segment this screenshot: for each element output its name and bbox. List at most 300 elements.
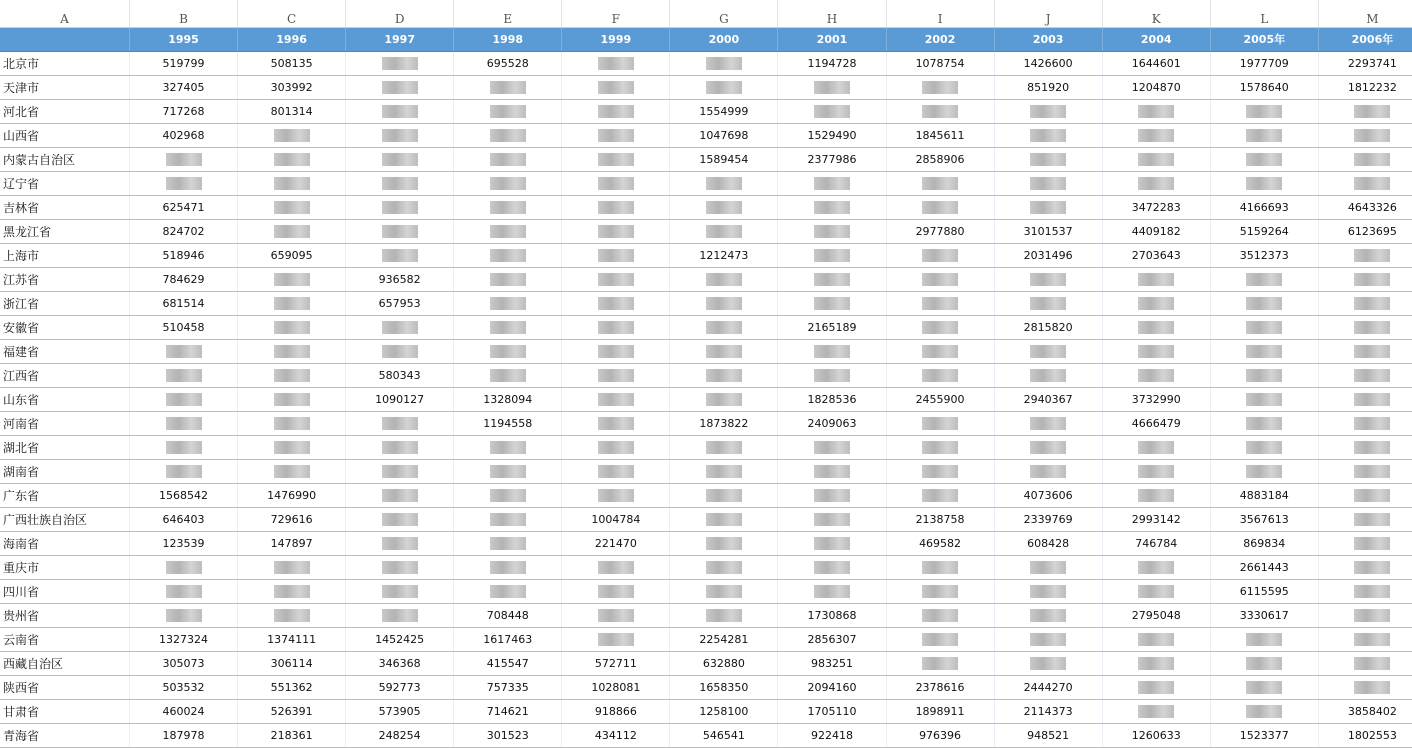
value-cell[interactable]: 415547: [454, 651, 562, 675]
masked-cell[interactable]: [670, 75, 778, 99]
masked-cell[interactable]: [1102, 459, 1210, 483]
masked-cell[interactable]: [1210, 171, 1318, 195]
masked-cell[interactable]: [238, 339, 346, 363]
value-cell[interactable]: 824702: [129, 219, 237, 243]
value-cell[interactable]: 2165189: [778, 315, 886, 339]
masked-cell[interactable]: [1102, 171, 1210, 195]
value-cell[interactable]: 551362: [238, 675, 346, 699]
masked-cell[interactable]: [670, 531, 778, 555]
masked-cell[interactable]: [670, 363, 778, 387]
value-cell[interactable]: 717268: [129, 99, 237, 123]
masked-cell[interactable]: [1318, 267, 1412, 291]
masked-cell[interactable]: [1102, 651, 1210, 675]
masked-cell[interactable]: [238, 315, 346, 339]
masked-cell[interactable]: [1102, 675, 1210, 699]
column-letter[interactable]: F: [562, 0, 670, 27]
masked-cell[interactable]: [778, 579, 886, 603]
masked-cell[interactable]: [1102, 339, 1210, 363]
value-cell[interactable]: 2138758: [886, 507, 994, 531]
masked-cell[interactable]: [1318, 339, 1412, 363]
masked-cell[interactable]: [1102, 363, 1210, 387]
masked-cell[interactable]: [994, 603, 1102, 627]
masked-cell[interactable]: [994, 459, 1102, 483]
value-cell[interactable]: 402968: [129, 123, 237, 147]
value-cell[interactable]: 2339769: [994, 507, 1102, 531]
year-header-cell[interactable]: 1998: [454, 27, 562, 51]
masked-cell[interactable]: [994, 99, 1102, 123]
masked-cell[interactable]: [1102, 147, 1210, 171]
masked-cell[interactable]: [238, 171, 346, 195]
masked-cell[interactable]: [1210, 339, 1318, 363]
masked-cell[interactable]: [562, 555, 670, 579]
year-header-cell[interactable]: 1997: [346, 27, 454, 51]
masked-cell[interactable]: [886, 459, 994, 483]
value-cell[interactable]: 6123695: [1318, 219, 1412, 243]
masked-cell[interactable]: [562, 195, 670, 219]
masked-cell[interactable]: [1210, 147, 1318, 171]
masked-cell[interactable]: [1318, 675, 1412, 699]
masked-cell[interactable]: [1318, 171, 1412, 195]
masked-cell[interactable]: [562, 267, 670, 291]
year-header-cell[interactable]: 1996: [238, 27, 346, 51]
column-letter[interactable]: L: [1210, 0, 1318, 27]
masked-cell[interactable]: [238, 195, 346, 219]
masked-cell[interactable]: [670, 195, 778, 219]
year-header-cell[interactable]: 2000: [670, 27, 778, 51]
value-cell[interactable]: 936582: [346, 267, 454, 291]
value-cell[interactable]: 2795048: [1102, 603, 1210, 627]
value-cell[interactable]: 2377986: [778, 147, 886, 171]
value-cell[interactable]: 1828536: [778, 387, 886, 411]
value-cell[interactable]: 1589454: [670, 147, 778, 171]
masked-cell[interactable]: [670, 339, 778, 363]
region-name-cell[interactable]: 湖北省: [0, 435, 129, 459]
masked-cell[interactable]: [886, 603, 994, 627]
masked-cell[interactable]: [562, 219, 670, 243]
masked-cell[interactable]: [129, 555, 237, 579]
masked-cell[interactable]: [994, 411, 1102, 435]
masked-cell[interactable]: [886, 627, 994, 651]
value-cell[interactable]: 5159264: [1210, 219, 1318, 243]
masked-cell[interactable]: [1318, 555, 1412, 579]
masked-cell[interactable]: [238, 123, 346, 147]
value-cell[interactable]: 1873822: [670, 411, 778, 435]
value-cell[interactable]: 1658350: [670, 675, 778, 699]
value-cell[interactable]: 2254281: [670, 627, 778, 651]
masked-cell[interactable]: [562, 483, 670, 507]
masked-cell[interactable]: [886, 339, 994, 363]
masked-cell[interactable]: [778, 459, 886, 483]
value-cell[interactable]: 592773: [346, 675, 454, 699]
value-cell[interactable]: 2940367: [994, 387, 1102, 411]
region-name-cell[interactable]: 辽宁省: [0, 171, 129, 195]
value-cell[interactable]: 1523377: [1210, 723, 1318, 747]
masked-cell[interactable]: [238, 579, 346, 603]
value-cell[interactable]: 1898911: [886, 699, 994, 723]
masked-cell[interactable]: [1102, 627, 1210, 651]
value-cell[interactable]: 1845611: [886, 123, 994, 147]
masked-cell[interactable]: [1318, 483, 1412, 507]
value-cell[interactable]: 123539: [129, 531, 237, 555]
masked-cell[interactable]: [994, 435, 1102, 459]
value-cell[interactable]: 1028081: [562, 675, 670, 699]
masked-cell[interactable]: [886, 267, 994, 291]
column-letter[interactable]: C: [238, 0, 346, 27]
masked-cell[interactable]: [670, 267, 778, 291]
value-cell[interactable]: 659095: [238, 243, 346, 267]
value-cell[interactable]: 518946: [129, 243, 237, 267]
value-cell[interactable]: 1194558: [454, 411, 562, 435]
masked-cell[interactable]: [1210, 99, 1318, 123]
value-cell[interactable]: 508135: [238, 51, 346, 75]
masked-cell[interactable]: [346, 195, 454, 219]
masked-cell[interactable]: [886, 363, 994, 387]
masked-cell[interactable]: [346, 123, 454, 147]
column-letter[interactable]: A: [0, 0, 129, 27]
value-cell[interactable]: 1812232: [1318, 75, 1412, 99]
masked-cell[interactable]: [346, 531, 454, 555]
masked-cell[interactable]: [670, 603, 778, 627]
masked-cell[interactable]: [886, 291, 994, 315]
masked-cell[interactable]: [346, 75, 454, 99]
masked-cell[interactable]: [346, 339, 454, 363]
masked-cell[interactable]: [1210, 627, 1318, 651]
masked-cell[interactable]: [1318, 243, 1412, 267]
column-letter[interactable]: K: [1102, 0, 1210, 27]
value-cell[interactable]: 1258100: [670, 699, 778, 723]
masked-cell[interactable]: [1318, 363, 1412, 387]
masked-cell[interactable]: [886, 315, 994, 339]
masked-cell[interactable]: [886, 483, 994, 507]
value-cell[interactable]: 218361: [238, 723, 346, 747]
masked-cell[interactable]: [1318, 507, 1412, 531]
masked-cell[interactable]: [994, 267, 1102, 291]
value-cell[interactable]: 1730868: [778, 603, 886, 627]
masked-cell[interactable]: [346, 51, 454, 75]
masked-cell[interactable]: [1318, 315, 1412, 339]
masked-cell[interactable]: [886, 75, 994, 99]
masked-cell[interactable]: [1210, 315, 1318, 339]
region-name-cell[interactable]: 天津市: [0, 75, 129, 99]
masked-cell[interactable]: [129, 411, 237, 435]
masked-cell[interactable]: [886, 243, 994, 267]
region-name-cell[interactable]: 四川省: [0, 579, 129, 603]
value-cell[interactable]: 1078754: [886, 51, 994, 75]
value-cell[interactable]: 572711: [562, 651, 670, 675]
masked-cell[interactable]: [1210, 411, 1318, 435]
value-cell[interactable]: 221470: [562, 531, 670, 555]
masked-cell[interactable]: [129, 147, 237, 171]
value-cell[interactable]: 784629: [129, 267, 237, 291]
masked-cell[interactable]: [1210, 699, 1318, 723]
year-header-cell[interactable]: [0, 27, 129, 51]
masked-cell[interactable]: [994, 339, 1102, 363]
masked-cell[interactable]: [994, 171, 1102, 195]
masked-cell[interactable]: [454, 243, 562, 267]
masked-cell[interactable]: [562, 243, 670, 267]
region-name-cell[interactable]: 贵州省: [0, 603, 129, 627]
column-letter[interactable]: H: [778, 0, 886, 27]
masked-cell[interactable]: [778, 291, 886, 315]
masked-cell[interactable]: [1318, 579, 1412, 603]
value-cell[interactable]: 746784: [1102, 531, 1210, 555]
region-name-cell[interactable]: 安徽省: [0, 315, 129, 339]
value-cell[interactable]: 2993142: [1102, 507, 1210, 531]
masked-cell[interactable]: [1210, 675, 1318, 699]
region-name-cell[interactable]: 浙江省: [0, 291, 129, 315]
masked-cell[interactable]: [670, 291, 778, 315]
value-cell[interactable]: 2114373: [994, 699, 1102, 723]
value-cell[interactable]: 3512373: [1210, 243, 1318, 267]
masked-cell[interactable]: [129, 387, 237, 411]
masked-cell[interactable]: [562, 99, 670, 123]
masked-cell[interactable]: [562, 627, 670, 651]
value-cell[interactable]: 1568542: [129, 483, 237, 507]
masked-cell[interactable]: [670, 219, 778, 243]
value-cell[interactable]: 306114: [238, 651, 346, 675]
column-letter[interactable]: B: [129, 0, 237, 27]
masked-cell[interactable]: [778, 507, 886, 531]
masked-cell[interactable]: [238, 435, 346, 459]
masked-cell[interactable]: [346, 603, 454, 627]
masked-cell[interactable]: [454, 459, 562, 483]
value-cell[interactable]: 434112: [562, 723, 670, 747]
year-header-cell[interactable]: 1999: [562, 27, 670, 51]
masked-cell[interactable]: [670, 579, 778, 603]
masked-cell[interactable]: [1102, 579, 1210, 603]
value-cell[interactable]: 708448: [454, 603, 562, 627]
masked-cell[interactable]: [454, 435, 562, 459]
masked-cell[interactable]: [238, 411, 346, 435]
masked-cell[interactable]: [346, 171, 454, 195]
value-cell[interactable]: 1194728: [778, 51, 886, 75]
masked-cell[interactable]: [454, 291, 562, 315]
value-cell[interactable]: 301523: [454, 723, 562, 747]
masked-cell[interactable]: [778, 483, 886, 507]
masked-cell[interactable]: [129, 603, 237, 627]
masked-cell[interactable]: [562, 435, 670, 459]
value-cell[interactable]: 4643326: [1318, 195, 1412, 219]
value-cell[interactable]: 187978: [129, 723, 237, 747]
masked-cell[interactable]: [778, 99, 886, 123]
value-cell[interactable]: 757335: [454, 675, 562, 699]
region-name-cell[interactable]: 西藏自治区: [0, 651, 129, 675]
value-cell[interactable]: 147897: [238, 531, 346, 555]
value-cell[interactable]: 2856307: [778, 627, 886, 651]
masked-cell[interactable]: [238, 219, 346, 243]
masked-cell[interactable]: [994, 579, 1102, 603]
masked-cell[interactable]: [562, 51, 670, 75]
region-name-cell[interactable]: 甘肃省: [0, 699, 129, 723]
masked-cell[interactable]: [346, 219, 454, 243]
masked-cell[interactable]: [454, 339, 562, 363]
masked-cell[interactable]: [670, 387, 778, 411]
region-name-cell[interactable]: 青海省: [0, 723, 129, 747]
masked-cell[interactable]: [562, 363, 670, 387]
masked-cell[interactable]: [238, 387, 346, 411]
masked-cell[interactable]: [886, 195, 994, 219]
value-cell[interactable]: 580343: [346, 363, 454, 387]
value-cell[interactable]: 2977880: [886, 219, 994, 243]
value-cell[interactable]: 4073606: [994, 483, 1102, 507]
masked-cell[interactable]: [886, 99, 994, 123]
value-cell[interactable]: 2094160: [778, 675, 886, 699]
value-cell[interactable]: 3732990: [1102, 387, 1210, 411]
masked-cell[interactable]: [346, 483, 454, 507]
masked-cell[interactable]: [778, 243, 886, 267]
masked-cell[interactable]: [670, 51, 778, 75]
masked-cell[interactable]: [1102, 483, 1210, 507]
region-name-cell[interactable]: 内蒙古自治区: [0, 147, 129, 171]
region-name-cell[interactable]: 江苏省: [0, 267, 129, 291]
masked-cell[interactable]: [454, 99, 562, 123]
masked-cell[interactable]: [670, 507, 778, 531]
masked-cell[interactable]: [994, 627, 1102, 651]
value-cell[interactable]: 526391: [238, 699, 346, 723]
masked-cell[interactable]: [238, 363, 346, 387]
masked-cell[interactable]: [454, 507, 562, 531]
region-name-cell[interactable]: 云南省: [0, 627, 129, 651]
masked-cell[interactable]: [886, 411, 994, 435]
masked-cell[interactable]: [346, 147, 454, 171]
masked-cell[interactable]: [994, 123, 1102, 147]
masked-cell[interactable]: [454, 171, 562, 195]
masked-cell[interactable]: [994, 363, 1102, 387]
masked-cell[interactable]: [1210, 459, 1318, 483]
region-name-cell[interactable]: 海南省: [0, 531, 129, 555]
masked-cell[interactable]: [1102, 555, 1210, 579]
masked-cell[interactable]: [454, 315, 562, 339]
region-name-cell[interactable]: 福建省: [0, 339, 129, 363]
column-letter[interactable]: D: [346, 0, 454, 27]
masked-cell[interactable]: [454, 555, 562, 579]
masked-cell[interactable]: [1102, 123, 1210, 147]
value-cell[interactable]: 2703643: [1102, 243, 1210, 267]
value-cell[interactable]: 2293741: [1318, 51, 1412, 75]
value-cell[interactable]: 4409182: [1102, 219, 1210, 243]
masked-cell[interactable]: [562, 411, 670, 435]
masked-cell[interactable]: [346, 411, 454, 435]
year-header-cell[interactable]: 2003: [994, 27, 1102, 51]
masked-cell[interactable]: [886, 651, 994, 675]
value-cell[interactable]: 510458: [129, 315, 237, 339]
masked-cell[interactable]: [1102, 435, 1210, 459]
masked-cell[interactable]: [778, 75, 886, 99]
region-name-cell[interactable]: 重庆市: [0, 555, 129, 579]
value-cell[interactable]: 469582: [886, 531, 994, 555]
masked-cell[interactable]: [778, 531, 886, 555]
masked-cell[interactable]: [346, 99, 454, 123]
region-name-cell[interactable]: 广东省: [0, 483, 129, 507]
masked-cell[interactable]: [454, 147, 562, 171]
masked-cell[interactable]: [1318, 603, 1412, 627]
value-cell[interactable]: 4666479: [1102, 411, 1210, 435]
masked-cell[interactable]: [886, 171, 994, 195]
region-name-cell[interactable]: 河北省: [0, 99, 129, 123]
masked-cell[interactable]: [1210, 651, 1318, 675]
value-cell[interactable]: 1529490: [778, 123, 886, 147]
masked-cell[interactable]: [670, 171, 778, 195]
masked-cell[interactable]: [670, 435, 778, 459]
masked-cell[interactable]: [886, 579, 994, 603]
masked-cell[interactable]: [454, 531, 562, 555]
value-cell[interactable]: 1644601: [1102, 51, 1210, 75]
masked-cell[interactable]: [562, 123, 670, 147]
masked-cell[interactable]: [994, 555, 1102, 579]
value-cell[interactable]: 460024: [129, 699, 237, 723]
value-cell[interactable]: 3101537: [994, 219, 1102, 243]
value-cell[interactable]: 1212473: [670, 243, 778, 267]
masked-cell[interactable]: [994, 147, 1102, 171]
region-name-cell[interactable]: 河南省: [0, 411, 129, 435]
masked-cell[interactable]: [454, 267, 562, 291]
value-cell[interactable]: 2858906: [886, 147, 994, 171]
masked-cell[interactable]: [129, 363, 237, 387]
masked-cell[interactable]: [562, 603, 670, 627]
value-cell[interactable]: 983251: [778, 651, 886, 675]
masked-cell[interactable]: [454, 195, 562, 219]
value-cell[interactable]: 2378616: [886, 675, 994, 699]
value-cell[interactable]: 3472283: [1102, 195, 1210, 219]
masked-cell[interactable]: [994, 291, 1102, 315]
masked-cell[interactable]: [346, 579, 454, 603]
value-cell[interactable]: 4883184: [1210, 483, 1318, 507]
value-cell[interactable]: 573905: [346, 699, 454, 723]
year-header-cell[interactable]: 1995: [129, 27, 237, 51]
value-cell[interactable]: 948521: [994, 723, 1102, 747]
value-cell[interactable]: 976396: [886, 723, 994, 747]
region-name-cell[interactable]: 上海市: [0, 243, 129, 267]
masked-cell[interactable]: [238, 459, 346, 483]
masked-cell[interactable]: [454, 363, 562, 387]
masked-cell[interactable]: [454, 219, 562, 243]
masked-cell[interactable]: [129, 435, 237, 459]
region-name-cell[interactable]: 江西省: [0, 363, 129, 387]
masked-cell[interactable]: [129, 579, 237, 603]
masked-cell[interactable]: [346, 555, 454, 579]
masked-cell[interactable]: [778, 555, 886, 579]
value-cell[interactable]: 657953: [346, 291, 454, 315]
value-cell[interactable]: 1004784: [562, 507, 670, 531]
region-name-cell[interactable]: 广西壮族自治区: [0, 507, 129, 531]
masked-cell[interactable]: [1318, 411, 1412, 435]
masked-cell[interactable]: [238, 603, 346, 627]
masked-cell[interactable]: [129, 459, 237, 483]
masked-cell[interactable]: [1318, 531, 1412, 555]
value-cell[interactable]: 2409063: [778, 411, 886, 435]
value-cell[interactable]: 248254: [346, 723, 454, 747]
value-cell[interactable]: 3858402: [1318, 699, 1412, 723]
masked-cell[interactable]: [778, 219, 886, 243]
column-letter[interactable]: I: [886, 0, 994, 27]
masked-cell[interactable]: [1318, 99, 1412, 123]
masked-cell[interactable]: [346, 435, 454, 459]
value-cell[interactable]: 546541: [670, 723, 778, 747]
masked-cell[interactable]: [994, 195, 1102, 219]
masked-cell[interactable]: [562, 387, 670, 411]
masked-cell[interactable]: [562, 171, 670, 195]
masked-cell[interactable]: [1102, 291, 1210, 315]
value-cell[interactable]: 1578640: [1210, 75, 1318, 99]
region-name-cell[interactable]: 山西省: [0, 123, 129, 147]
value-cell[interactable]: 3330617: [1210, 603, 1318, 627]
value-cell[interactable]: 1328094: [454, 387, 562, 411]
masked-cell[interactable]: [1318, 123, 1412, 147]
masked-cell[interactable]: [1102, 267, 1210, 291]
masked-cell[interactable]: [1102, 315, 1210, 339]
masked-cell[interactable]: [778, 363, 886, 387]
masked-cell[interactable]: [454, 75, 562, 99]
